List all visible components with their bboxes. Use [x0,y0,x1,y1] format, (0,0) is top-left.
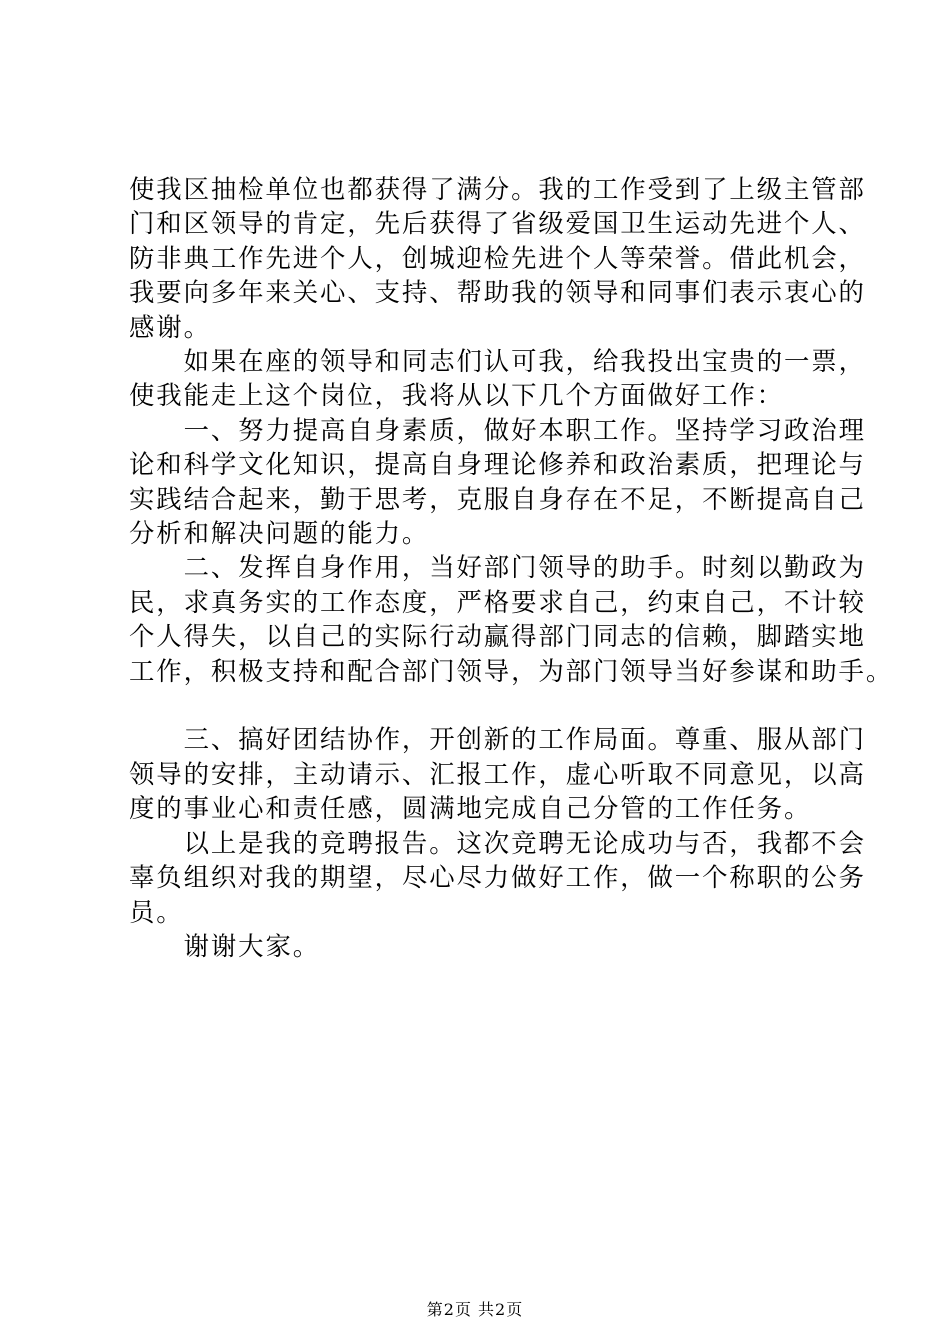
text-line: 二、发挥自身作用，当好部门领导的助手。时刻以勤政为 [183,552,866,583]
paragraph-continuation [129,172,866,344]
text-line: 员。 [129,896,184,927]
text-line: 我要向多年来关心、支持、帮助我的领导和同事们表示衷心的 [129,277,866,308]
text-line: 谢谢大家。 [183,930,321,961]
text-line: 实践结合起来，勤于思考，克服自身存在不足，不断提高自己 [129,483,866,514]
paragraph-thanks [129,929,831,963]
text-line: 一、努力提高自身素质，做好本职工作。坚持学习政治理 [183,414,866,445]
paragraph-point-two [129,550,894,688]
text-line: 个人得失，以自己的实际行动赢得部门同志的信赖，脚踏实地 [129,621,866,652]
text-line: 三、搞好团结协作，开创新的工作局面。尊重、服从部门 [183,724,866,755]
paragraph-point-three [129,722,866,825]
blank-line [129,688,831,722]
text-line: 论和科学文化知识，提高自身理论修养和政治素质，把理论与 [129,449,866,480]
text-line: 以上是我的竞聘报告。这次竞聘无论成功与否，我都不会 [183,827,866,858]
text-line: 使我区抽检单位也都获得了满分。我的工作受到了上级主管部 [129,174,866,204]
text-line: 民，求真务实的工作态度，严格要求自己，约束自己，不计较 [129,586,866,617]
paragraph-intro [129,344,866,413]
document-body [129,172,894,963]
text-line: 防非典工作先进个人，创城迎检先进个人等荣誉。借此机会， [129,242,866,273]
page-number-footer: 第2页 共2页 [426,1300,524,1319]
text-line: 领导的安排，主动请示、汇报工作，虚心听取不同意见，以高 [129,758,866,789]
text-line: 使我能走上这个岗位，我将从以下几个方面做好工作： [129,380,784,411]
text-line: 如果在座的领导和同志们认可我，给我投出宝贵的一票， [183,346,866,377]
paragraph-point-one [129,413,866,551]
text-line: 门和区领导的肯定，先后获得了省级爱国卫生运动先进个人、 [129,208,866,239]
text-line: 辜负组织对我的期望，尽心尽力做好工作，做一个称职的公务 [129,862,866,893]
paragraph-closing [129,826,866,929]
text-line: 工作，积极支持和配合部门领导，为部门领导当好参谋和助手。 [129,655,894,686]
text-line: 分析和解决问题的能力。 [129,518,430,549]
text-line: 度的事业心和责任感，圆满地完成自己分管的工作任务。 [129,793,812,824]
text-line: 感谢。 [129,311,211,342]
